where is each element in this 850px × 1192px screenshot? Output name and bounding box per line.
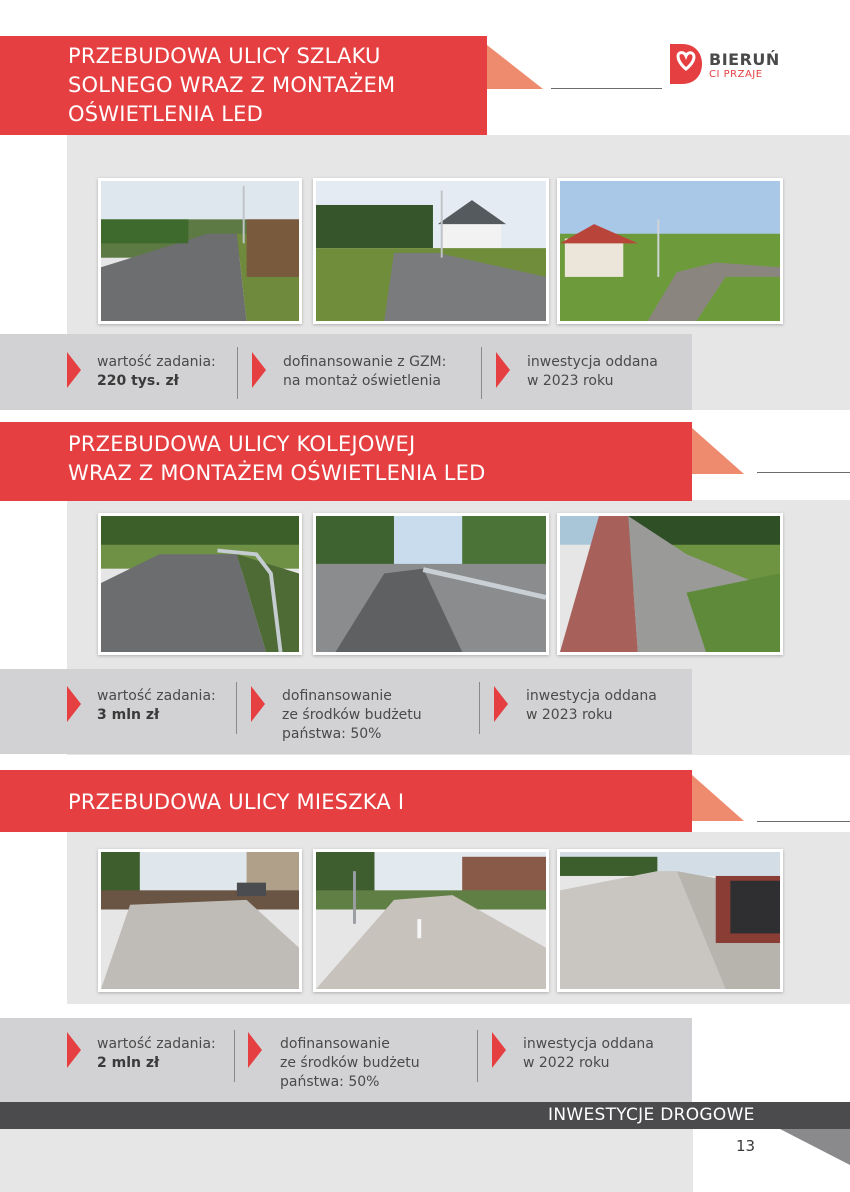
section-1-title-line: PRZEBUDOWA ULICY SZLAKU xyxy=(68,44,381,68)
bullet-arrow-icon xyxy=(496,352,510,388)
section-2-photo-3 xyxy=(557,513,783,655)
salmon-arrow-decoration xyxy=(692,775,744,821)
info-label: wartość zadania: xyxy=(97,1036,216,1052)
section-1-title-line: SOLNEGO WRAZ Z MONTAŻEM xyxy=(68,73,396,97)
bullet-arrow-icon xyxy=(67,352,81,388)
bullet-arrow-icon xyxy=(67,1032,81,1068)
footer-category: INWESTYCJE DROGOWE xyxy=(548,1105,755,1125)
section-2-photo-2 xyxy=(313,513,549,655)
co-financing xyxy=(283,353,446,391)
divider-line xyxy=(551,88,662,89)
bierun-logo-mark-icon xyxy=(668,42,704,86)
divider-line xyxy=(757,472,850,473)
section-3-photo-3 xyxy=(557,849,783,992)
section-2-title-banner xyxy=(0,422,692,501)
info-value: w 2023 roku xyxy=(526,707,613,723)
section-1-title-banner xyxy=(0,36,487,135)
info-label: inwestycja oddana xyxy=(526,688,657,704)
info-value: na montaż oświetlenia xyxy=(283,373,441,389)
divider xyxy=(479,682,480,734)
co-financing xyxy=(282,687,422,744)
info-label: dofinansowanie xyxy=(282,688,392,704)
bullet-arrow-icon xyxy=(492,1032,506,1068)
completion xyxy=(527,353,658,391)
salmon-arrow-decoration xyxy=(692,428,744,474)
task-value xyxy=(97,1035,216,1073)
info-value: ze środków budżetu xyxy=(282,707,422,723)
info-value: państwa: 50% xyxy=(280,1074,380,1090)
bullet-arrow-icon xyxy=(67,686,81,722)
section-2-title-line: WRAZ Z MONTAŻEM OŚWIETLENIA LED xyxy=(68,461,486,485)
section-3-title-banner xyxy=(0,770,692,832)
section-2-photo-1 xyxy=(98,513,302,655)
bottom-background xyxy=(0,1128,693,1192)
info-value: 3 mln zł xyxy=(97,707,160,723)
info-label: dofinansowanie xyxy=(280,1036,390,1052)
info-value: ze środków budżetu xyxy=(280,1055,420,1071)
bullet-arrow-icon xyxy=(251,686,265,722)
info-value: państwa: 50% xyxy=(282,726,382,742)
divider xyxy=(234,1030,235,1082)
section-2-title-line: PRZEBUDOWA ULICY KOLEJOWEJ xyxy=(68,432,416,456)
divider xyxy=(237,347,238,399)
brand-name: BIERUŃ xyxy=(709,50,780,69)
section-3-photo-2 xyxy=(313,849,549,992)
task-value xyxy=(97,353,216,391)
co-financing xyxy=(280,1035,420,1092)
bullet-arrow-icon xyxy=(494,686,508,722)
footer-corner-decoration xyxy=(780,1129,850,1165)
page-number: 13 xyxy=(736,1137,756,1155)
divider xyxy=(477,1030,478,1082)
section-1-photo-1 xyxy=(98,178,302,324)
info-label: wartość zadania: xyxy=(97,688,216,704)
divider-line xyxy=(757,821,850,822)
salmon-arrow-decoration xyxy=(487,45,543,89)
info-value: w 2023 roku xyxy=(527,373,614,389)
section-1-title-line: OŚWIETLENIA LED xyxy=(68,102,263,126)
info-label: wartość zadania: xyxy=(97,354,216,370)
task-value xyxy=(97,687,216,725)
bullet-arrow-icon xyxy=(248,1032,262,1068)
info-value: 2 mln zł xyxy=(97,1055,160,1071)
info-value: w 2022 roku xyxy=(523,1055,610,1071)
completion xyxy=(523,1035,654,1073)
info-label: inwestycja oddana xyxy=(527,354,658,370)
section-3-photo-1 xyxy=(98,849,302,992)
info-label: inwestycja oddana xyxy=(523,1036,654,1052)
bullet-arrow-icon xyxy=(252,352,266,388)
bierun-logo xyxy=(668,42,788,86)
info-label: dofinansowanie z GZM: xyxy=(283,354,447,370)
section-3-title-line: PRZEBUDOWA ULICY MIESZKA I xyxy=(68,790,405,814)
info-value: 220 tys. zł xyxy=(97,373,179,389)
completion xyxy=(526,687,657,725)
section-1-photo-2 xyxy=(313,178,549,324)
section-1-photo-3 xyxy=(557,178,783,324)
divider xyxy=(481,347,482,399)
brand-tagline: CI PRZAJE xyxy=(709,69,763,80)
divider xyxy=(236,682,237,734)
